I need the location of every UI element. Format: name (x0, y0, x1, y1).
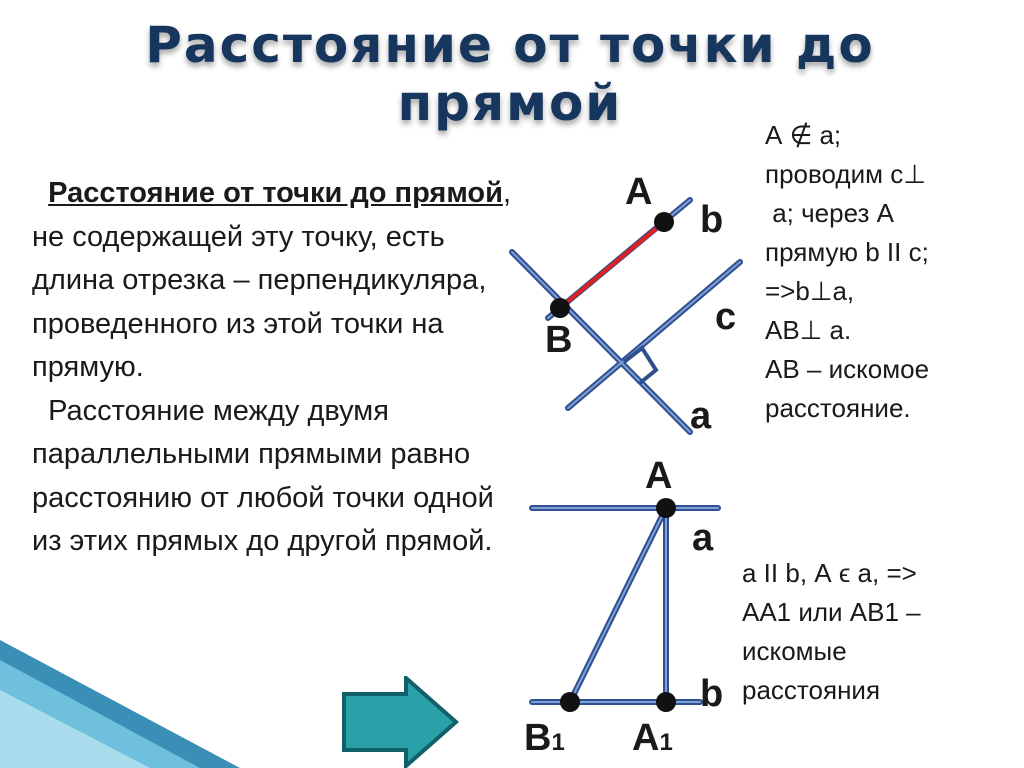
note1-line: АВ – искомое (765, 354, 930, 384)
note1-line: АВ⊥ а. (765, 315, 852, 345)
point-a-2 (656, 498, 676, 518)
label-b-point: В (545, 319, 573, 361)
label-a-point-2: А (645, 455, 673, 497)
definition-text: , не содержащей эту точку, есть длина отрезка – перпендикуляра, проведенного из этой точки на прямую. (32, 177, 511, 383)
note2-line: АА1 или АВ1 – (742, 597, 921, 627)
note2-line: расстояния (742, 675, 881, 705)
label-a-point: А (625, 171, 653, 213)
note1-line: а; через А (765, 198, 894, 228)
parallel-text: Расстояние между двумя параллельными прямыми равно расстоянию от любой точки одной из этих прямых до другой прямой. (32, 394, 494, 557)
label-a1: А1 (632, 717, 673, 759)
note1-line: прямую b II с; (765, 237, 929, 267)
label-b-line: b (700, 199, 724, 241)
note2-line: а II b, А ϵ а, => (742, 558, 917, 588)
note1-line: проводим с⊥ (765, 159, 926, 189)
label-c-line: с (715, 296, 737, 338)
label-a-line: а (690, 395, 712, 437)
arrow-right-icon (344, 678, 456, 766)
label-b-line-2: b (700, 673, 724, 715)
point-a1 (656, 692, 676, 712)
note2-line: искомые (742, 636, 847, 666)
point-b1 (560, 692, 580, 712)
note1-line: расстояние. (765, 393, 911, 423)
note1-line: А ∉ а; (765, 120, 842, 150)
next-arrow-button[interactable] (336, 676, 462, 768)
page-title: Расстояние от точки до прямой (145, 16, 875, 132)
definition-term: Расстояние от точки до прямой (48, 177, 503, 209)
label-a-line-2: а (692, 517, 714, 559)
label-b1: В1 (524, 717, 565, 759)
note1-line: =>b⊥а, (765, 276, 855, 306)
